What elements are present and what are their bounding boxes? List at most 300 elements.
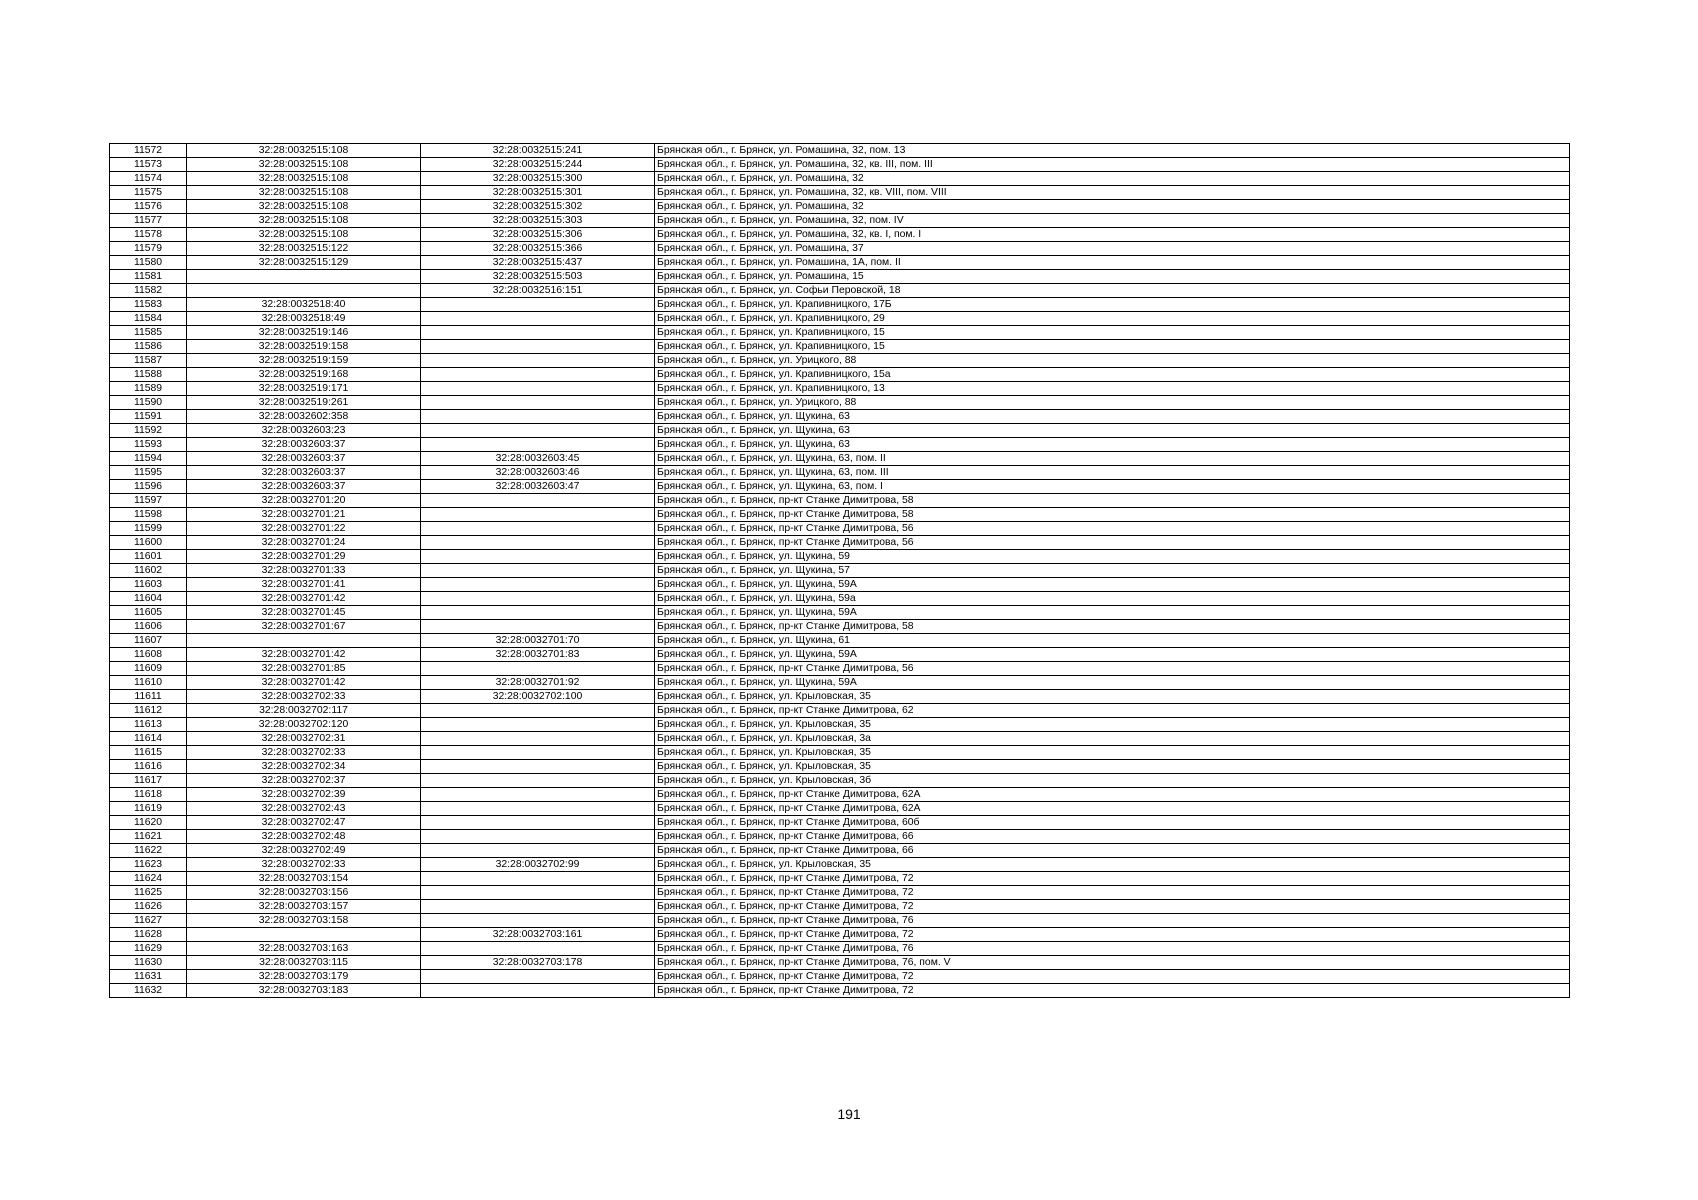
cadastral-number-cell: 32:28:0032703:179 (187, 970, 421, 984)
address-cell: Брянская обл., г. Брянск, ул. Крапивницкого, 15а (655, 368, 1570, 382)
premises-cadastral-number-cell: 32:28:0032701:70 (421, 634, 655, 648)
table-row (110, 186, 1570, 200)
address-cell: Брянская обл., г. Брянск, ул. Щукина, 59А (655, 648, 1570, 662)
premises-cadastral-number-cell: 32:28:0032703:161 (421, 928, 655, 942)
address-cell: Брянская обл., г. Брянск, ул. Ромашина, 1А, пом. II (655, 256, 1570, 270)
premises-cadastral-number-cell (421, 802, 655, 816)
cadastral-number-cell: 32:28:0032703:157 (187, 900, 421, 914)
cadastral-number-cell: 32:28:0032519:146 (187, 326, 421, 340)
premises-cadastral-number-cell (421, 872, 655, 886)
cadastral-number-cell: 32:28:0032701:20 (187, 494, 421, 508)
premises-cadastral-number-cell: 32:28:0032515:244 (421, 158, 655, 172)
table-row (110, 536, 1570, 550)
table-row (110, 886, 1570, 900)
address-cell: Брянская обл., г. Брянск, ул. Ромашина, 32, кв. III, пом. III (655, 158, 1570, 172)
row-number-cell: 11624 (110, 872, 187, 886)
premises-cadastral-number-cell (421, 550, 655, 564)
address-cell: Брянская обл., г. Брянск, пр-кт Станке Димитрова, 72 (655, 886, 1570, 900)
premises-cadastral-number-cell (421, 718, 655, 732)
row-number-cell: 11573 (110, 158, 187, 172)
address-cell: Брянская обл., г. Брянск, ул. Ромашина, 37 (655, 242, 1570, 256)
premises-cadastral-number-cell (421, 368, 655, 382)
address-cell: Брянская обл., г. Брянск, ул. Щукина, 57 (655, 564, 1570, 578)
table-row (110, 662, 1570, 676)
row-number-cell: 11575 (110, 186, 187, 200)
table-row (110, 172, 1570, 186)
row-number-cell: 11580 (110, 256, 187, 270)
address-cell: Брянская обл., г. Брянск, ул. Крыловская, 35 (655, 718, 1570, 732)
premises-cadastral-number-cell (421, 774, 655, 788)
table-row (110, 284, 1570, 298)
cadastral-number-cell: 32:28:0032519:158 (187, 340, 421, 354)
row-number-cell: 11587 (110, 354, 187, 368)
table-row (110, 984, 1570, 998)
address-cell: Брянская обл., г. Брянск, ул. Крыловская, 35 (655, 760, 1570, 774)
table-row (110, 298, 1570, 312)
premises-cadastral-number-cell (421, 606, 655, 620)
cadastral-number-cell: 32:28:0032703:115 (187, 956, 421, 970)
cadastral-number-cell: 32:28:0032701:85 (187, 662, 421, 676)
address-cell: Брянская обл., г. Брянск, пр-кт Станке Димитрова, 56 (655, 522, 1570, 536)
address-cell: Брянская обл., г. Брянск, ул. Крыловская, 35 (655, 858, 1570, 872)
table-row (110, 788, 1570, 802)
table-row (110, 340, 1570, 354)
address-cell: Брянская обл., г. Брянск, пр-кт Станке Димитрова, 72 (655, 872, 1570, 886)
cadastral-number-cell: 32:28:0032515:108 (187, 214, 421, 228)
cadastral-number-cell: 32:28:0032701:42 (187, 676, 421, 690)
address-cell: Брянская обл., г. Брянск, ул. Щукина, 59А (655, 578, 1570, 592)
cadastral-number-cell: 32:28:0032519:159 (187, 354, 421, 368)
address-cell: Брянская обл., г. Брянск, ул. Ромашина, 32, пом. IV (655, 214, 1570, 228)
address-cell: Брянская обл., г. Брянск, пр-кт Станке Димитрова, 62А (655, 788, 1570, 802)
table-row (110, 634, 1570, 648)
cadastral-number-cell: 32:28:0032603:37 (187, 480, 421, 494)
address-cell: Брянская обл., г. Брянск, ул. Щукина, 59А (655, 676, 1570, 690)
table-row (110, 214, 1570, 228)
premises-cadastral-number-cell (421, 326, 655, 340)
premises-cadastral-number-cell: 32:28:0032603:46 (421, 466, 655, 480)
address-cell: Брянская обл., г. Брянск, ул. Крапивницкого, 15 (655, 326, 1570, 340)
table-row (110, 830, 1570, 844)
table-row (110, 452, 1570, 466)
row-number-cell: 11626 (110, 900, 187, 914)
cadastral-number-cell: 32:28:0032701:21 (187, 508, 421, 522)
premises-cadastral-number-cell (421, 298, 655, 312)
cadastral-number-cell: 32:28:0032702:48 (187, 830, 421, 844)
row-number-cell: 11583 (110, 298, 187, 312)
address-cell: Брянская обл., г. Брянск, ул. Ромашина, 32 (655, 172, 1570, 186)
premises-cadastral-number-cell (421, 522, 655, 536)
cadastral-number-cell: 32:28:0032515:108 (187, 144, 421, 158)
table-row (110, 326, 1570, 340)
premises-cadastral-number-cell: 32:28:0032515:503 (421, 270, 655, 284)
row-number-cell: 11595 (110, 466, 187, 480)
cadastral-number-cell: 32:28:0032702:47 (187, 816, 421, 830)
row-number-cell: 11604 (110, 592, 187, 606)
premises-cadastral-number-cell: 32:28:0032515:437 (421, 256, 655, 270)
cadastral-number-cell: 32:28:0032703:158 (187, 914, 421, 928)
cadastral-number-cell: 32:28:0032701:67 (187, 620, 421, 634)
cadastral-number-cell: 32:28:0032515:108 (187, 200, 421, 214)
table-row (110, 242, 1570, 256)
cadastral-number-cell: 32:28:0032701:45 (187, 606, 421, 620)
address-cell: Брянская обл., г. Брянск, пр-кт Станке Димитрова, 62А (655, 802, 1570, 816)
table-row (110, 396, 1570, 410)
premises-cadastral-number-cell (421, 410, 655, 424)
address-cell: Брянская обл., г. Брянск, ул. Щукина, 63 (655, 410, 1570, 424)
premises-cadastral-number-cell (421, 494, 655, 508)
table-row (110, 508, 1570, 522)
row-number-cell: 11618 (110, 788, 187, 802)
cadastral-number-cell: 32:28:0032702:33 (187, 858, 421, 872)
cadastral-number-cell: 32:28:0032701:41 (187, 578, 421, 592)
premises-cadastral-number-cell (421, 760, 655, 774)
cadastral-number-cell: 32:28:0032515:129 (187, 256, 421, 270)
row-number-cell: 11611 (110, 690, 187, 704)
table-row (110, 354, 1570, 368)
cadastral-number-cell: 32:28:0032702:33 (187, 746, 421, 760)
premises-cadastral-number-cell (421, 788, 655, 802)
table-row (110, 200, 1570, 214)
row-number-cell: 11631 (110, 970, 187, 984)
row-number-cell: 11623 (110, 858, 187, 872)
row-number-cell: 11617 (110, 774, 187, 788)
address-cell: Брянская обл., г. Брянск, ул. Ромашина, 32, пом. 13 (655, 144, 1570, 158)
premises-cadastral-number-cell (421, 844, 655, 858)
table-row (110, 704, 1570, 718)
cadastral-number-cell: 32:28:0032701:22 (187, 522, 421, 536)
table-row (110, 158, 1570, 172)
address-cell: Брянская обл., г. Брянск, ул. Щукина, 63, пом. I (655, 480, 1570, 494)
premises-cadastral-number-cell: 32:28:0032701:92 (421, 676, 655, 690)
table-row (110, 424, 1570, 438)
page-number: 191 (837, 1106, 861, 1122)
row-number-cell: 11622 (110, 844, 187, 858)
row-number-cell: 11609 (110, 662, 187, 676)
premises-cadastral-number-cell (421, 914, 655, 928)
address-cell: Брянская обл., г. Брянск, пр-кт Станке Димитрова, 72 (655, 984, 1570, 998)
row-number-cell: 11619 (110, 802, 187, 816)
table-row (110, 802, 1570, 816)
table-row (110, 956, 1570, 970)
cadastral-number-cell (187, 928, 421, 942)
address-cell: Брянская обл., г. Брянск, пр-кт Станке Димитрова, 58 (655, 620, 1570, 634)
table-row (110, 410, 1570, 424)
table-row (110, 564, 1570, 578)
premises-cadastral-number-cell: 32:28:0032515:306 (421, 228, 655, 242)
table-row (110, 914, 1570, 928)
premises-cadastral-number-cell (421, 942, 655, 956)
cadastral-number-cell: 32:28:0032702:34 (187, 760, 421, 774)
address-cell: Брянская обл., г. Брянск, ул. Урицкого, 88 (655, 354, 1570, 368)
row-number-cell: 11584 (110, 312, 187, 326)
address-cell: Брянская обл., г. Брянск, ул. Крыловская, 35 (655, 690, 1570, 704)
row-number-cell: 11574 (110, 172, 187, 186)
cadastral-number-cell: 32:28:0032702:120 (187, 718, 421, 732)
premises-cadastral-number-cell (421, 900, 655, 914)
premises-cadastral-number-cell (421, 340, 655, 354)
table-row (110, 690, 1570, 704)
row-number-cell: 11620 (110, 816, 187, 830)
premises-cadastral-number-cell: 32:28:0032703:178 (421, 956, 655, 970)
cadastral-number-cell: 32:28:0032518:40 (187, 298, 421, 312)
table-row (110, 620, 1570, 634)
row-number-cell: 11630 (110, 956, 187, 970)
address-cell: Брянская обл., г. Брянск, пр-кт Станке Димитрова, 60б (655, 816, 1570, 830)
table-row (110, 816, 1570, 830)
cadastral-number-cell: 32:28:0032702:37 (187, 774, 421, 788)
cadastral-number-cell: 32:28:0032701:29 (187, 550, 421, 564)
cadastral-number-cell (187, 270, 421, 284)
premises-cadastral-number-cell (421, 382, 655, 396)
address-cell: Брянская обл., г. Брянск, пр-кт Станке Димитрова, 72 (655, 970, 1570, 984)
cadastral-number-cell: 32:28:0032701:42 (187, 592, 421, 606)
address-cell: Брянская обл., г. Брянск, ул. Крапивницкого, 15 (655, 340, 1570, 354)
table-row (110, 578, 1570, 592)
address-cell: Брянская обл., г. Брянск, ул. Щукина, 59 (655, 550, 1570, 564)
table-row (110, 606, 1570, 620)
cadastral-number-cell: 32:28:0032602:358 (187, 410, 421, 424)
cadastral-number-cell: 32:28:0032519:168 (187, 368, 421, 382)
row-number-cell: 11577 (110, 214, 187, 228)
table-row (110, 438, 1570, 452)
premises-cadastral-number-cell (421, 592, 655, 606)
row-number-cell: 11601 (110, 550, 187, 564)
row-number-cell: 11590 (110, 396, 187, 410)
row-number-cell: 11572 (110, 144, 187, 158)
cadastral-number-cell: 32:28:0032603:23 (187, 424, 421, 438)
row-number-cell: 11586 (110, 340, 187, 354)
cadastral-number-cell: 32:28:0032703:156 (187, 886, 421, 900)
premises-cadastral-number-cell: 32:28:0032702:100 (421, 690, 655, 704)
address-cell: Брянская обл., г. Брянск, пр-кт Станке Димитрова, 72 (655, 900, 1570, 914)
table-row (110, 732, 1570, 746)
cadastral-number-cell (187, 634, 421, 648)
address-cell: Брянская обл., г. Брянск, пр-кт Станке Димитрова, 76 (655, 914, 1570, 928)
premises-cadastral-number-cell: 32:28:0032515:300 (421, 172, 655, 186)
row-number-cell: 11589 (110, 382, 187, 396)
premises-cadastral-number-cell (421, 564, 655, 578)
address-cell: Брянская обл., г. Брянск, пр-кт Станке Димитрова, 58 (655, 508, 1570, 522)
row-number-cell: 11596 (110, 480, 187, 494)
cadastral-number-cell: 32:28:0032703:183 (187, 984, 421, 998)
premises-cadastral-number-cell: 32:28:0032603:45 (421, 452, 655, 466)
table-row (110, 550, 1570, 564)
address-cell: Брянская обл., г. Брянск, ул. Крыловская, 35 (655, 746, 1570, 760)
address-cell: Брянская обл., г. Брянск, ул. Софьи Перовской, 18 (655, 284, 1570, 298)
premises-cadastral-number-cell (421, 662, 655, 676)
row-number-cell: 11588 (110, 368, 187, 382)
address-cell: Брянская обл., г. Брянск, ул. Щукина, 63, пом. II (655, 452, 1570, 466)
row-number-cell: 11576 (110, 200, 187, 214)
cadastral-number-cell: 32:28:0032519:171 (187, 382, 421, 396)
table-row (110, 774, 1570, 788)
table-row (110, 522, 1570, 536)
row-number-cell: 11581 (110, 270, 187, 284)
premises-cadastral-number-cell: 32:28:0032515:366 (421, 242, 655, 256)
address-cell: Брянская обл., г. Брянск, ул. Крапивницкого, 17Б (655, 298, 1570, 312)
cadastral-number-cell: 32:28:0032515:108 (187, 186, 421, 200)
cadastral-number-cell: 32:28:0032702:43 (187, 802, 421, 816)
address-cell: Брянская обл., г. Брянск, пр-кт Станке Димитрова, 58 (655, 494, 1570, 508)
table-row (110, 900, 1570, 914)
table-row (110, 858, 1570, 872)
table-row (110, 746, 1570, 760)
cadastral-number-cell: 32:28:0032515:122 (187, 242, 421, 256)
premises-cadastral-number-cell (421, 578, 655, 592)
address-cell: Брянская обл., г. Брянск, пр-кт Станке Димитрова, 76, пом. V (655, 956, 1570, 970)
address-cell: Брянская обл., г. Брянск, ул. Крыловская, 3б (655, 774, 1570, 788)
premises-cadastral-number-cell: 32:28:0032515:303 (421, 214, 655, 228)
cadastral-number-cell: 32:28:0032702:33 (187, 690, 421, 704)
table-row (110, 970, 1570, 984)
cadastral-number-cell: 32:28:0032515:108 (187, 172, 421, 186)
premises-cadastral-number-cell: 32:28:0032515:301 (421, 186, 655, 200)
cadastral-number-cell: 32:28:0032703:154 (187, 872, 421, 886)
premises-cadastral-number-cell (421, 438, 655, 452)
row-number-cell: 11599 (110, 522, 187, 536)
cadastral-number-cell: 32:28:0032701:42 (187, 648, 421, 662)
premises-cadastral-number-cell (421, 508, 655, 522)
address-cell: Брянская обл., г. Брянск, ул. Ромашина, 15 (655, 270, 1570, 284)
row-number-cell: 11614 (110, 732, 187, 746)
row-number-cell: 11605 (110, 606, 187, 620)
row-number-cell: 11578 (110, 228, 187, 242)
address-cell: Брянская обл., г. Брянск, пр-кт Станке Димитрова, 66 (655, 830, 1570, 844)
premises-cadastral-number-cell (421, 396, 655, 410)
premises-cadastral-number-cell (421, 970, 655, 984)
table-row (110, 942, 1570, 956)
address-cell: Брянская обл., г. Брянск, ул. Ромашина, 32 (655, 200, 1570, 214)
row-number-cell: 11579 (110, 242, 187, 256)
row-number-cell: 11591 (110, 410, 187, 424)
table-row (110, 718, 1570, 732)
address-cell: Брянская обл., г. Брянск, ул. Ромашина, 32, кв. VIII, пом. VIII (655, 186, 1570, 200)
row-number-cell: 11628 (110, 928, 187, 942)
row-number-cell: 11610 (110, 676, 187, 690)
cadastral-number-cell: 32:28:0032515:108 (187, 228, 421, 242)
premises-cadastral-number-cell (421, 886, 655, 900)
row-number-cell: 11607 (110, 634, 187, 648)
registry-table-body (110, 144, 1570, 998)
row-number-cell: 11582 (110, 284, 187, 298)
premises-cadastral-number-cell: 32:28:0032603:47 (421, 480, 655, 494)
cadastral-number-cell: 32:28:0032603:37 (187, 452, 421, 466)
cadastral-number-cell: 32:28:0032518:49 (187, 312, 421, 326)
premises-cadastral-number-cell (421, 424, 655, 438)
cadastral-number-cell: 32:28:0032702:39 (187, 788, 421, 802)
row-number-cell: 11593 (110, 438, 187, 452)
cadastral-number-cell: 32:28:0032515:108 (187, 158, 421, 172)
table-row (110, 760, 1570, 774)
cadastral-number-cell: 32:28:0032703:163 (187, 942, 421, 956)
table-row (110, 480, 1570, 494)
premises-cadastral-number-cell: 32:28:0032516:151 (421, 284, 655, 298)
row-number-cell: 11625 (110, 886, 187, 900)
address-cell: Брянская обл., г. Брянск, ул. Щукина, 59А (655, 606, 1570, 620)
registry-table (109, 143, 1570, 998)
row-number-cell: 11602 (110, 564, 187, 578)
row-number-cell: 11597 (110, 494, 187, 508)
row-number-cell: 11615 (110, 746, 187, 760)
address-cell: Брянская обл., г. Брянск, ул. Щукина, 61 (655, 634, 1570, 648)
row-number-cell: 11632 (110, 984, 187, 998)
premises-cadastral-number-cell: 32:28:0032515:302 (421, 200, 655, 214)
table-row (110, 872, 1570, 886)
row-number-cell: 11608 (110, 648, 187, 662)
row-number-cell: 11606 (110, 620, 187, 634)
table-row (110, 270, 1570, 284)
cadastral-number-cell: 32:28:0032603:37 (187, 438, 421, 452)
premises-cadastral-number-cell (421, 984, 655, 998)
row-number-cell: 11592 (110, 424, 187, 438)
row-number-cell: 11594 (110, 452, 187, 466)
cadastral-number-cell: 32:28:0032519:261 (187, 396, 421, 410)
table-row (110, 144, 1570, 158)
address-cell: Брянская обл., г. Брянск, ул. Щукина, 63 (655, 438, 1570, 452)
row-number-cell: 11616 (110, 760, 187, 774)
row-number-cell: 11613 (110, 718, 187, 732)
address-cell: Брянская обл., г. Брянск, пр-кт Станке Димитрова, 56 (655, 662, 1570, 676)
cadastral-number-cell: 32:28:0032702:49 (187, 844, 421, 858)
premises-cadastral-number-cell (421, 830, 655, 844)
table-row (110, 256, 1570, 270)
cadastral-number-cell: 32:28:0032701:33 (187, 564, 421, 578)
row-number-cell: 11612 (110, 704, 187, 718)
table-row (110, 382, 1570, 396)
address-cell: Брянская обл., г. Брянск, ул. Щукина, 59а (655, 592, 1570, 606)
address-cell: Брянская обл., г. Брянск, пр-кт Станке Димитрова, 72 (655, 928, 1570, 942)
premises-cadastral-number-cell: 32:28:0032701:83 (421, 648, 655, 662)
premises-cadastral-number-cell (421, 732, 655, 746)
premises-cadastral-number-cell (421, 312, 655, 326)
row-number-cell: 11629 (110, 942, 187, 956)
address-cell: Брянская обл., г. Брянск, пр-кт Станке Димитрова, 66 (655, 844, 1570, 858)
premises-cadastral-number-cell (421, 816, 655, 830)
address-cell: Брянская обл., г. Брянск, ул. Крыловская, 3а (655, 732, 1570, 746)
premises-cadastral-number-cell (421, 536, 655, 550)
premises-cadastral-number-cell: 32:28:0032702:99 (421, 858, 655, 872)
row-number-cell: 11600 (110, 536, 187, 550)
address-cell: Брянская обл., г. Брянск, ул. Крапивницкого, 29 (655, 312, 1570, 326)
address-cell: Брянская обл., г. Брянск, пр-кт Станке Димитрова, 62 (655, 704, 1570, 718)
cadastral-number-cell: 32:28:0032701:24 (187, 536, 421, 550)
premises-cadastral-number-cell (421, 354, 655, 368)
address-cell: Брянская обл., г. Брянск, ул. Щукина, 63 (655, 424, 1570, 438)
table-row (110, 592, 1570, 606)
table-row (110, 676, 1570, 690)
table-row (110, 928, 1570, 942)
premises-cadastral-number-cell (421, 704, 655, 718)
address-cell: Брянская обл., г. Брянск, ул. Ромашина, 32, кв. I, пом. I (655, 228, 1570, 242)
cadastral-number-cell: 32:28:0032702:117 (187, 704, 421, 718)
row-number-cell: 11585 (110, 326, 187, 340)
table-row (110, 368, 1570, 382)
table-row (110, 466, 1570, 480)
premises-cadastral-number-cell: 32:28:0032515:241 (421, 144, 655, 158)
cadastral-number-cell: 32:28:0032702:31 (187, 732, 421, 746)
address-cell: Брянская обл., г. Брянск, ул. Урицкого, 88 (655, 396, 1570, 410)
table-row (110, 648, 1570, 662)
address-cell: Брянская обл., г. Брянск, пр-кт Станке Димитрова, 76 (655, 942, 1570, 956)
cadastral-number-cell: 32:28:0032603:37 (187, 466, 421, 480)
address-cell: Брянская обл., г. Брянск, ул. Щукина, 63, пом. III (655, 466, 1570, 480)
row-number-cell: 11598 (110, 508, 187, 522)
cadastral-number-cell (187, 284, 421, 298)
premises-cadastral-number-cell (421, 746, 655, 760)
premises-cadastral-number-cell (421, 620, 655, 634)
address-cell: Брянская обл., г. Брянск, ул. Крапивницкого, 13 (655, 382, 1570, 396)
